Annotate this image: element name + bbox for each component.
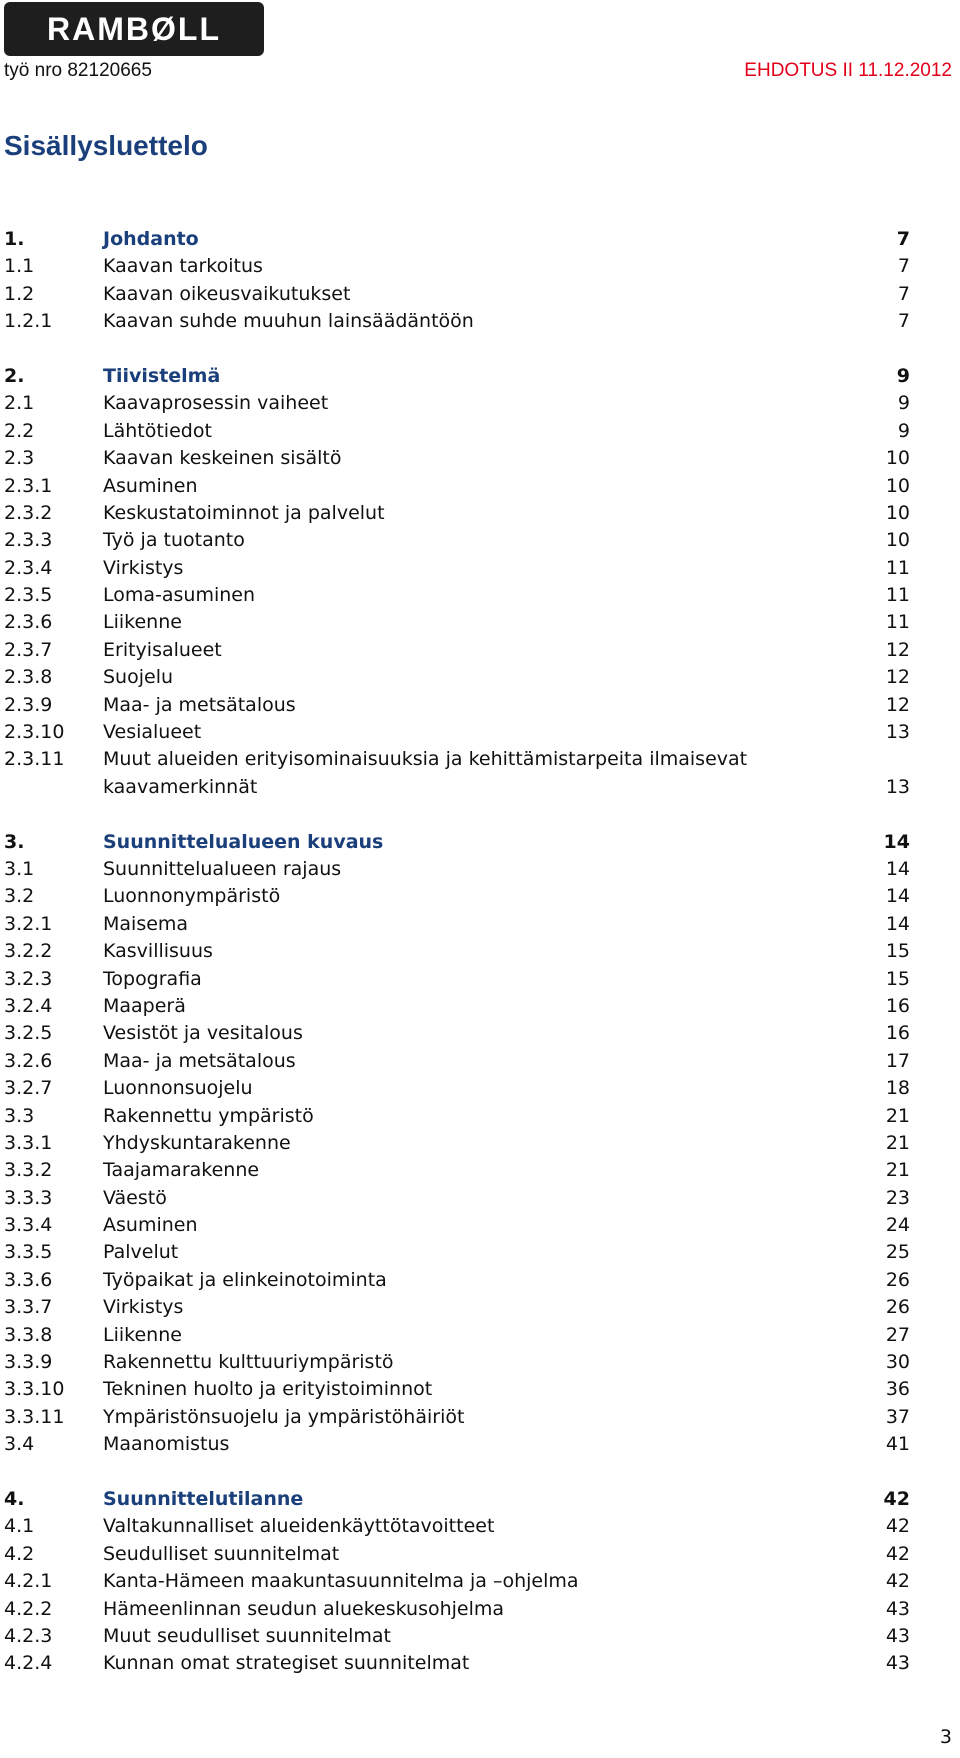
toc-page-number: 10 [885,501,910,524]
job-number: työ nro 82120665 [4,60,152,81]
toc-section-number: 3.2.6 [4,1049,53,1072]
toc-page-number: 17 [885,1049,910,1072]
toc-section-title: Muut alueiden erityisominaisuuksia ja kehittämistarpeita ilmaisevat kaavamerkinnät [103,748,748,798]
toc-section-number: 3.3.3 [4,1186,53,1209]
toc-section-title: Suojelu [103,666,174,689]
table-of-contents [4,226,910,1678]
toc-section-number: 2.3.5 [4,584,53,607]
toc-row[interactable] [4,637,910,664]
toc-title: Sisällysluettelo [4,130,208,161]
toc-page-number: 10 [885,447,910,470]
toc-page-number: 18 [885,1077,910,1100]
toc-section-number: 3.2.4 [4,994,53,1017]
toc-page-number: 43 [885,1624,910,1647]
toc-row[interactable] [4,1048,910,1075]
toc-page-number: 26 [885,1296,910,1319]
toc-page-number: 9 [897,392,910,415]
toc-row[interactable] [4,527,910,554]
toc-row[interactable] [4,582,910,609]
toc-row[interactable] [4,555,910,582]
toc-section-number: 2.3.4 [4,556,53,579]
toc-section-number: 2.3.6 [4,611,53,634]
toc-chapter-row[interactable] [4,226,910,253]
toc-section-title: Kaavan tarkoitus [103,255,263,278]
toc-section-title: Yhdyskuntarakenne [103,1131,291,1154]
toc-section-title: Suunnittelualueen kuvaus [103,830,384,853]
toc-section-title: Muut seudulliset suunnitelmat [103,1624,391,1647]
toc-section-number: 3.3.5 [4,1241,53,1264]
toc-section-title: Kunnan omat strategiset suunnitelmat [103,1652,470,1675]
toc-section-title: Vesistöt ja vesitalous [103,1022,303,1045]
toc-section-title: Asuminen [103,1214,198,1237]
toc-row[interactable] [4,746,910,801]
toc-row[interactable] [4,473,910,500]
toc-page-number: 41 [885,1433,910,1456]
toc-section-title: Rakennettu ympäristö [103,1104,314,1127]
toc-section-number: 2.1 [4,392,35,415]
toc-page-number: 9 [897,419,910,442]
toc-row[interactable] [4,253,910,280]
toc-section-title: Rakennettu kulttuuriympäristö [103,1351,394,1374]
toc-row[interactable] [4,281,910,308]
toc-section-title: Kaavan keskeinen sisältö [103,447,342,470]
toc-page-number: 21 [885,1131,910,1154]
toc-page-number: 14 [883,830,910,853]
toc-section-title: Lähtötiedot [103,419,212,442]
toc-row[interactable] [4,938,910,965]
toc-section-number: 3.2 [4,885,35,908]
toc-page-number: 26 [885,1268,910,1291]
toc-page-number: 13 [885,775,910,798]
toc-section-title: Erityisalueet [103,638,222,661]
toc-section-number: 3.3.8 [4,1323,53,1346]
toc-section-title: Kaavaprosessin vaiheet [103,392,329,415]
toc-row[interactable] [4,1349,910,1376]
toc-section-number: 3.3.9 [4,1351,53,1374]
toc-page-number: 7 [896,228,910,250]
toc-section-title: Kanta-Hämeen maakuntasuunnitelma ja –ohjelma [103,1570,579,1593]
toc-section-number: 1.1 [4,255,35,278]
draft-label: EHDOTUS II 11.12.2012 [744,60,952,81]
toc-row[interactable] [4,692,910,719]
toc-section-title: Valtakunnalliset alueidenkäyttötavoitteet [103,1515,495,1538]
toc-page-number: 12 [885,666,910,689]
toc-section-number: 4.2.2 [4,1597,53,1620]
toc-row[interactable] [4,445,910,472]
toc-section-number: 2.3.1 [4,474,53,497]
toc-row[interactable] [4,1157,910,1184]
toc-section-title: Suunnittelualueen rajaus [103,858,342,880]
toc-section-title: Topografia [103,967,202,990]
toc-row[interactable] [4,1322,910,1349]
toc-section-title: Työpaikat ja elinkeinotoiminta [103,1268,387,1291]
toc-section-title: Tiivistelmä [103,364,221,387]
toc-page-number: 37 [885,1405,910,1428]
toc-row[interactable] [4,1404,910,1431]
toc-page-number: 16 [885,994,910,1017]
toc-section-title: Seudulliset suunnitelmat [103,1542,340,1565]
toc-section-number: 2.3.9 [4,693,53,716]
logo-wordmark: RAMBØLL [47,11,221,47]
toc-section-title: Loma-asuminen [103,584,256,607]
toc-section-title: Luonnonsuojelu [103,1077,253,1100]
toc-section-number: 3.1 [4,858,35,880]
toc-row[interactable] [4,308,910,335]
toc-section-title: Maa- ja metsätalous [103,1049,296,1072]
toc-row[interactable] [4,856,910,883]
toc-row[interactable] [4,911,910,938]
toc-page-number: 30 [885,1351,910,1374]
toc-row[interactable] [4,664,910,691]
toc-section-number: 4.1 [4,1515,35,1538]
toc-section-number: 4.2 [4,1542,35,1565]
toc-section-title: Suunnittelutilanne [103,1487,304,1510]
toc-page-number: 21 [885,1159,910,1182]
toc-page-number: 11 [885,556,910,579]
toc-section-number: 1.2 [4,282,35,305]
toc-section-number: 2.3.2 [4,501,53,524]
toc-row[interactable] [4,1020,910,1047]
toc-section-number: 2.3.11 [4,748,65,771]
toc-row[interactable] [4,1075,910,1102]
toc-page-number: 12 [885,693,910,716]
toc-section-number: 3.3.2 [4,1159,53,1182]
toc-page-number: 7 [897,255,910,278]
toc-section-title: Liikenne [103,611,182,634]
toc-section-title: Maaperä [103,994,186,1017]
toc-page-number: 12 [885,638,910,661]
toc-section-number: 2.3.7 [4,638,53,661]
toc-row[interactable] [4,609,910,636]
toc-section-title: Vesialueet [103,721,202,744]
toc-section-number: 4.2.3 [4,1624,53,1647]
toc-section-number: 3.2.2 [4,940,53,963]
toc-row[interactable] [4,1267,910,1294]
toc-page-number: 10 [885,529,910,552]
toc-row[interactable] [4,1239,910,1266]
toc-page-number: 15 [885,967,910,990]
toc-row[interactable] [4,966,910,993]
toc-row[interactable] [4,1130,910,1157]
toc-section-title: Kaavan oikeusvaikutukset [103,282,351,305]
toc-section-number: 1.2.1 [4,310,53,333]
toc-section-number: 3.3.7 [4,1296,53,1319]
toc-section-title: Luonnonympäristö [103,885,281,908]
toc-section-title: Työ ja tuotanto [103,529,245,552]
toc-page-number: 16 [885,1022,910,1045]
toc-page-number: 14 [885,858,910,880]
toc-page-number: 15 [885,940,910,963]
toc-section-number: 3. [4,830,25,853]
toc-section-number: 3.2.1 [4,912,53,935]
toc-row[interactable] [4,1513,910,1540]
toc-section-number: 3.3 [4,1104,35,1127]
toc-section-title: Kasvillisuus [103,940,213,963]
toc-page-number: 21 [885,1104,910,1127]
toc-page-number: 43 [885,1597,910,1620]
toc-row[interactable] [4,1541,910,1568]
toc-section-title: Palvelut [103,1241,179,1264]
toc-section-title: Taajamarakenne [103,1159,260,1182]
toc-section-number: 3.3.4 [4,1214,53,1237]
toc-row[interactable] [4,719,910,746]
toc-section-number: 3.3.6 [4,1268,53,1291]
ramboll-logo-mark [16,9,252,49]
toc-section-number: 3.3.10 [4,1378,65,1401]
toc-section-title: Ympäristönsuojelu ja ympäristöhäiriöt [103,1405,465,1428]
toc-row[interactable] [4,1568,910,1595]
toc-section-title: Virkistys [103,556,184,579]
toc-section-title: Keskustatoiminnot ja palvelut [103,501,385,524]
toc-row[interactable] [4,883,910,910]
toc-page-number: 13 [885,721,910,744]
toc-section-title: Liikenne [103,1323,182,1346]
toc-section-title: Maa- ja metsätalous [103,693,296,716]
toc-row[interactable] [4,1650,910,1677]
toc-row[interactable] [4,1623,910,1650]
toc-section-number: 3.2.5 [4,1022,53,1045]
toc-page-number: 25 [885,1241,910,1264]
toc-section-number: 2.3.8 [4,666,53,689]
toc-page-number: 43 [885,1652,910,1675]
toc-row[interactable] [4,390,910,417]
toc-page-number: 11 [885,611,910,634]
toc-section-number: 1. [4,228,25,250]
toc-page-number: 27 [885,1323,910,1346]
toc-section-number: 2.3 [4,447,35,470]
toc-page-number: 7 [897,310,910,333]
toc-page-number: 24 [885,1214,910,1237]
toc-section-number: 4. [4,1487,25,1510]
page-number: 3 [939,1726,952,1748]
toc-row[interactable] [4,1431,910,1458]
toc-page-number: 10 [885,474,910,497]
toc-row[interactable] [4,418,910,445]
toc-page-number: 9 [896,364,910,387]
toc-page-number: 42 [885,1570,910,1593]
toc-section-number: 3.4 [4,1433,35,1456]
toc-section-title: Asuminen [103,474,198,497]
toc-section-number: 3.2.7 [4,1077,53,1100]
toc-row[interactable] [4,1596,910,1623]
toc-page-number: 42 [885,1542,910,1565]
toc-row[interactable] [4,993,910,1020]
toc-page-number: 11 [885,584,910,607]
ramboll-logo [4,2,264,56]
toc-section-title: Johdanto [103,228,199,250]
toc-chapter-row[interactable] [4,1486,910,1513]
toc-section-title: Väestö [103,1186,167,1209]
toc-page-number: 42 [885,1515,910,1538]
toc-page-number: 14 [885,912,910,935]
toc-chapter-row[interactable] [4,363,910,390]
toc-page-number: 14 [885,885,910,908]
toc-section-title: Kaavan suhde muuhun lainsäädäntöön [103,310,474,333]
toc-section-number: 4.2.1 [4,1570,53,1593]
toc-row[interactable] [4,500,910,527]
toc-row[interactable] [4,1294,910,1321]
toc-section-number: 2.3.10 [4,721,65,744]
toc-section-number: 4.2.4 [4,1652,53,1675]
toc-row[interactable] [4,1376,910,1403]
toc-chapter-row[interactable] [4,829,910,856]
toc-page-number: 7 [897,282,910,305]
toc-page-number: 42 [883,1487,910,1510]
toc-section-title: Virkistys [103,1296,184,1319]
toc-section-number: 2.2 [4,419,35,442]
toc-section-number: 3.2.3 [4,967,53,990]
toc-page-number: 36 [885,1378,910,1401]
toc-row[interactable] [4,1103,910,1130]
toc-section-number: 3.3.1 [4,1131,53,1154]
toc-section-number: 3.3.11 [4,1405,65,1428]
toc-section-title: Maanomistus [103,1433,230,1456]
toc-section-title: Maisema [103,912,189,935]
toc-row[interactable] [4,1185,910,1212]
toc-row[interactable] [4,1212,910,1239]
toc-section-number: 2.3.3 [4,529,53,552]
toc-section-title: Tekninen huolto ja erityistoiminnot [103,1378,433,1401]
toc-page-number: 23 [885,1186,910,1209]
toc-section-title: Hämeenlinnan seudun aluekeskusohjelma [103,1597,505,1620]
toc-section-number: 2. [4,364,25,387]
